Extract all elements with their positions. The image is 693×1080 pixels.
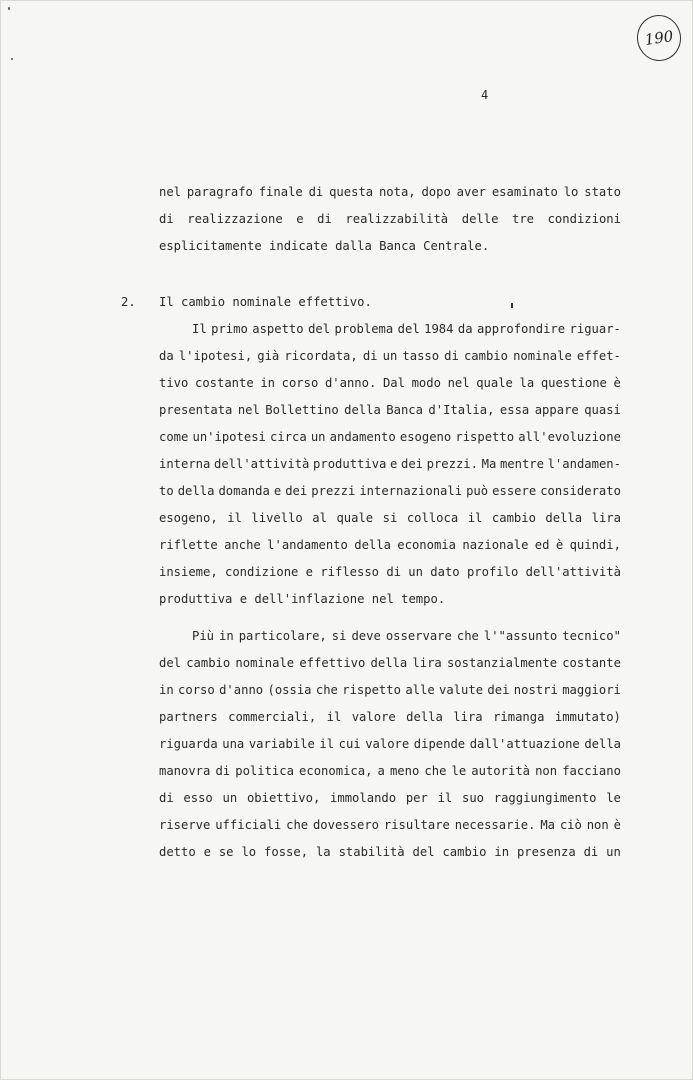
word: to [159,484,174,498]
word: nel [237,403,260,417]
word: questione [540,376,607,390]
word: di [215,764,231,778]
word: osservare [385,629,452,643]
word: in [260,376,275,390]
intro-line [159,210,621,228]
word: d'anno [219,683,264,697]
word: costante [194,376,254,390]
word: interna [159,457,211,471]
word: (ossia [267,683,312,697]
word: andamento [329,430,396,444]
word: esaminato [491,185,558,199]
word: della [344,403,381,417]
word: che [286,818,309,832]
word: un [222,791,238,805]
word: questa [329,185,374,199]
word: una [222,737,245,751]
word: stato [584,185,621,199]
word: di [159,212,174,226]
word: e [305,565,314,579]
word: immolando [330,791,397,805]
word: un [382,349,398,363]
word: riguarda [159,737,218,751]
word: il [326,710,342,724]
word: tecnico" [562,629,621,643]
word: commerciali, [228,710,317,724]
word: nazionale [462,538,529,552]
body-line [159,347,621,365]
word: della [370,656,408,670]
word: necessarie. [454,818,536,832]
word: colloca [406,511,459,525]
word: di [317,212,332,226]
word: nostri [513,683,558,697]
word: un [606,845,621,859]
word: nominale [235,656,295,670]
body-line [159,320,621,338]
word: essere [492,484,537,498]
word: dell'attività [214,457,310,471]
body-line: produttiva e dell'inflazione nel tempo. [159,592,446,606]
intro-line [159,183,621,201]
word: ed [534,538,550,552]
body-line [159,563,621,581]
word: d'Italia, [428,403,495,417]
word: cambio [491,511,536,525]
word: un [310,430,326,444]
word: è [613,376,621,390]
word: e [273,484,282,498]
word: esso [183,791,213,805]
body-line [159,762,621,780]
word: costante [562,656,621,670]
word: tre [512,212,535,226]
word: quale [336,511,374,525]
word: che [315,683,338,697]
body-line [159,843,621,861]
word: lira [453,710,483,724]
word: l'"assunto [483,629,558,643]
word: nel [447,376,470,390]
word: cambio [186,656,231,670]
page-number: 4 [481,88,489,102]
word: circa [270,430,307,444]
word: riguar- [569,322,621,336]
word: considerato [540,484,621,498]
word: si [331,629,347,643]
word: se [218,845,234,859]
word: un'ipotesi [192,430,266,444]
scan-speck [11,58,13,60]
word: immutato) [554,710,621,724]
word: lira [412,656,442,670]
word: rispetto [342,683,401,697]
word: quindi, [569,538,621,552]
word: e [203,845,211,859]
word: fosse, [264,845,309,859]
word: del [308,322,331,336]
word: sostanzialmente [446,656,558,670]
word: il [319,737,335,751]
word: le [606,791,621,805]
word: della [545,511,583,525]
word: Ma [481,457,497,471]
section-number: 2. [121,295,136,309]
word: dall'attuazione [469,737,580,751]
word: Dal [382,376,405,390]
word: dovessero [312,818,380,832]
word: lo [241,845,257,859]
word: particolare, [238,629,327,643]
word: raggiungimento [493,791,597,805]
word: nominale [513,349,572,363]
word: e [296,212,304,226]
word: appare [534,403,579,417]
word: alle [405,683,435,697]
word: di [583,845,599,859]
word: valute [439,683,484,697]
word: l'andamen- [547,457,621,471]
word: nel [159,185,182,199]
word: corso [178,683,215,697]
word: meno [389,764,420,778]
word: tivo [159,376,189,390]
word: partners [159,710,218,724]
word: l'andamento [267,538,348,552]
word: obiettivo, [246,791,321,805]
word: domanda [218,484,270,498]
word: internazionali [359,484,463,498]
word: manovra [159,764,211,778]
body-line [159,401,621,419]
word: di [308,185,324,199]
word: riflette [159,538,218,552]
word: 1984 [424,322,454,336]
word: di [444,349,459,363]
word: di [159,791,174,805]
word: di [362,349,378,363]
word: il [467,511,483,525]
word: Banca [386,403,423,417]
word: la [519,376,535,390]
body-line [159,482,621,500]
word: valore [351,710,396,724]
word: approfondire [477,322,566,336]
word: e [390,457,398,471]
word: deve [351,629,381,643]
word: come [159,430,189,444]
word: dopo [421,185,451,199]
body-line [159,681,621,699]
word: che [456,629,479,643]
word: politica [235,764,294,778]
word: realizzazione [187,212,283,226]
word: da [159,349,174,363]
word: della [177,484,215,498]
body-line [159,654,621,672]
word: Ma [540,818,555,832]
word: è [555,538,564,552]
word: già [257,349,280,363]
word: il [437,791,453,805]
word: essa [499,403,530,417]
word: le [451,764,467,778]
word: economia [397,538,456,552]
word: variabile [248,737,315,751]
word: tasso [402,349,440,363]
word: da [457,322,473,336]
word: maggiori [562,683,621,697]
word: cambio [442,845,487,859]
word: a [377,764,385,778]
word: valore [365,737,410,751]
word: ufficiali [215,818,282,832]
word: finale [258,185,303,199]
body-line [159,374,621,392]
word: del [412,845,435,859]
word: all'evoluzione [518,430,621,444]
word: Più [192,629,215,643]
word: mentre [499,457,544,471]
word: del [159,656,182,670]
word: paragrafo [186,185,253,199]
word: dei [285,484,308,498]
word: delle [461,212,499,226]
word: corso [281,376,319,390]
word: quasi [584,403,621,417]
body-line [159,428,621,446]
word: può [466,484,489,498]
word: l'ipotesi, [178,349,253,363]
word: si [382,511,398,525]
word: condizione [225,565,299,579]
word: prezzi [311,484,356,498]
word: nota, [378,185,416,199]
word: suo [462,791,485,805]
word: Bollettino [265,403,339,417]
page-stamp: 190 [634,12,684,64]
word: la [315,845,331,859]
word: prezzi. [426,457,478,471]
word: insieme, [159,565,218,579]
word: riserve [159,818,211,832]
body-line [159,789,621,807]
word: della [354,538,391,552]
pen-mark [511,303,513,308]
body-line [159,509,621,527]
body-line [159,735,621,753]
word: al [312,511,327,525]
word: lo [563,185,579,199]
word: livello [251,511,303,525]
word: che [424,764,447,778]
word: facciano [562,764,621,778]
body-line [159,627,621,645]
word: anche [224,538,261,552]
word: autorità [471,764,530,778]
section-title: Il cambio nominale effettivo. [159,295,372,309]
word: del [397,322,420,336]
word: dei [487,683,510,697]
word: ricordata, [284,349,358,363]
body-line [159,455,621,473]
word: economica, [299,764,373,778]
word: problema [334,322,394,336]
word: realizzabilità [345,212,449,226]
body-line [159,816,621,834]
word: detto [159,845,196,859]
intro-line: esplicitamente indicate dalla Banca Centrale. [159,239,490,253]
word: effettivo [299,656,366,670]
word: dipende [413,737,466,751]
word: ciò [559,818,582,832]
body-line [159,708,621,726]
word: profilo [466,565,519,579]
word: Il [192,322,207,336]
word: riflesso [320,565,380,579]
word: quale [476,376,513,390]
word: in [494,845,510,859]
word: aspetto [252,322,304,336]
word: cui [338,737,361,751]
word: in [219,629,234,643]
word: non [535,764,558,778]
body-line [159,536,621,554]
word: rimanga [493,710,545,724]
word: stabilità [338,845,405,859]
word: lira [591,511,621,525]
word: condizioni [547,212,621,226]
word: un [408,565,423,579]
word: presentata [159,403,233,417]
word: presenza [516,845,576,859]
word: il [227,511,242,525]
word: della [584,737,621,751]
word: d'anno. [324,376,377,390]
word: aver [456,185,487,199]
word: esogeno, [159,511,218,525]
word: risultare [383,818,450,832]
word: esogeno [399,430,452,444]
word: è [613,818,621,832]
word: effet- [576,349,621,363]
word: non [586,818,609,832]
word: cambio [463,349,508,363]
word: modo [411,376,441,390]
word: dato [430,565,460,579]
word: in [159,683,174,697]
word: per [405,791,428,805]
word: produttiva [313,457,387,471]
word: della [406,710,443,724]
word: primo [211,322,248,336]
word: di [386,565,401,579]
word: dell'attività [525,565,621,579]
scan-speck [8,7,10,10]
word: rispetto [455,430,515,444]
word: dei [400,457,423,471]
